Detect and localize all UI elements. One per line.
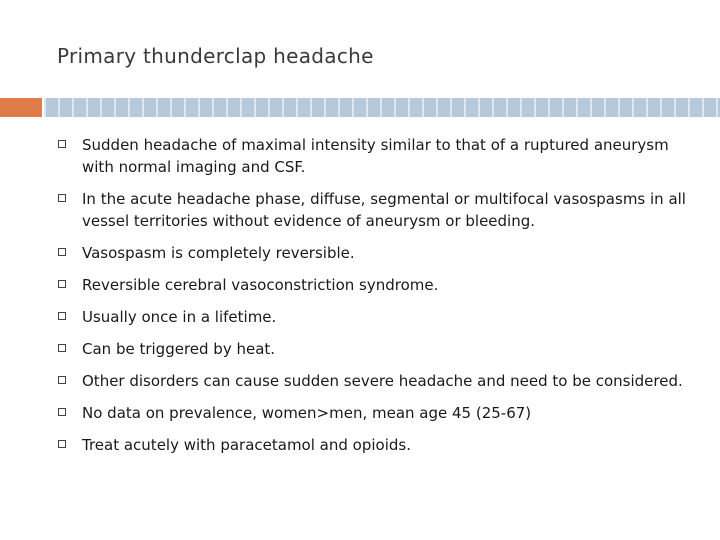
bullet-text: Reversible cerebral vasoconstriction syndrome. <box>82 276 439 294</box>
bullet-text: No data on prevalence, women>men, mean age 45 (25-67) <box>82 404 532 422</box>
hollow-square-bullet-icon <box>58 440 66 448</box>
hollow-square-bullet-icon <box>58 248 66 256</box>
bullet-item <box>58 434 698 456</box>
hollow-square-bullet-icon <box>58 376 66 384</box>
bullet-text: Other disorders can cause sudden severe headache and need to be considered. <box>82 372 683 390</box>
slide-title: Primary thunderclap headache <box>57 44 374 68</box>
title-accent-bar <box>0 98 720 117</box>
hollow-square-bullet-icon <box>58 194 66 202</box>
accent-block-orange <box>0 98 42 117</box>
hollow-square-bullet-icon <box>58 140 66 148</box>
hollow-square-bullet-icon <box>58 280 66 288</box>
bullet-item <box>58 274 698 296</box>
hollow-square-bullet-icon <box>58 312 66 320</box>
bullet-item <box>58 134 698 178</box>
hollow-square-bullet-icon <box>58 344 66 352</box>
bullet-item <box>58 188 698 232</box>
bullet-text: Usually once in a lifetime. <box>82 308 277 326</box>
bullet-text: Vasospasm is completely reversible. <box>82 244 355 262</box>
hollow-square-bullet-icon <box>58 408 66 416</box>
bullet-item <box>58 306 698 328</box>
bullet-text: In the acute headache phase, diffuse, segmental or multifocal vasospasms in all vessel territories without evidence of aneurysm or bleeding. <box>82 190 686 230</box>
bullet-item <box>58 338 698 360</box>
bullet-item <box>58 402 698 424</box>
bullet-text: Can be triggered by heat. <box>82 340 276 358</box>
bullet-item <box>58 370 698 392</box>
bullet-text: Treat acutely with paracetamol and opioids. <box>82 436 411 454</box>
bullet-item <box>58 242 698 264</box>
bullet-text: Sudden headache of maximal intensity similar to that of a ruptured aneurysm with normal imaging and CSF. <box>82 136 669 176</box>
bullet-list <box>58 134 698 466</box>
accent-block-blue-striped <box>44 98 720 117</box>
